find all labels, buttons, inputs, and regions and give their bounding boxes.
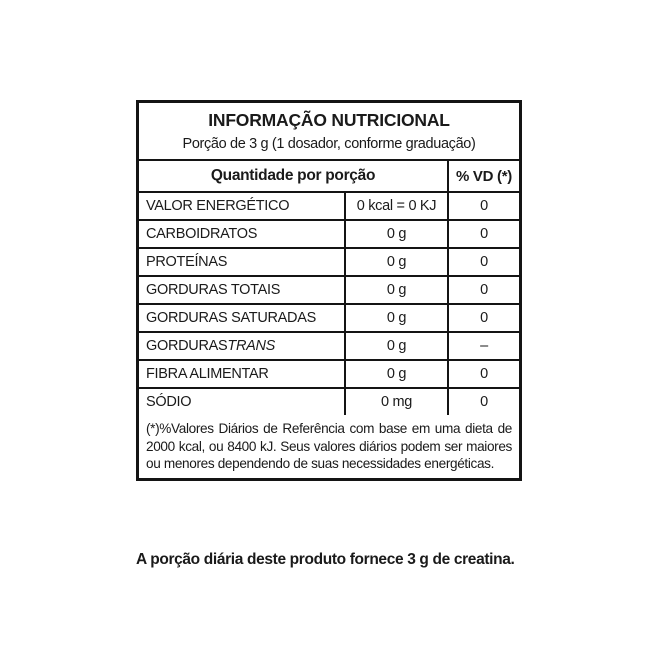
table-row xyxy=(139,333,519,361)
nutrient-daily-value: 0 xyxy=(447,305,519,331)
table-row xyxy=(139,193,519,221)
nutrient-amount: 0 g xyxy=(344,305,447,331)
nutrient-daily-value: 0 xyxy=(447,221,519,247)
nutrient-name: GORDURAS SATURADAS xyxy=(146,310,316,327)
column-header-daily-value: % VD (*) xyxy=(447,161,519,191)
creatine-statement: A porção diária deste produto fornece 3 g de creatina. xyxy=(136,551,515,568)
nutrient-amount: 0 g xyxy=(344,249,447,275)
table-row xyxy=(139,277,519,305)
nutrient-amount: 0 g xyxy=(344,361,447,387)
column-header-amount: Quantidade por porção xyxy=(210,167,376,185)
nutrition-label xyxy=(136,100,522,481)
nutrient-daily-value: 0 xyxy=(447,249,519,275)
nutrient-rows xyxy=(139,193,519,415)
nutrient-name: CARBOIDRATOS xyxy=(146,226,258,243)
table-row xyxy=(139,221,519,249)
nutrient-daily-value: 0 xyxy=(447,361,519,387)
nutrition-grid xyxy=(139,161,519,415)
nutrient-amount: 0 kcal = 0 KJ xyxy=(344,193,447,219)
nutrient-name: VALOR ENERGÉTICO xyxy=(146,198,290,215)
daily-value-footnote: (*)%Valores Diários de Referência com base em uma dieta de 2000 kcal, ou 8400 kJ. Seus valores diários podem ser maiores ou menores dependendo de suas necessidades energéticas. xyxy=(146,421,512,471)
table-row xyxy=(139,249,519,277)
nutrition-facts-table xyxy=(136,100,522,481)
serving-size-text: Porção de 3 g (1 dosador, conforme graduação) xyxy=(182,136,476,152)
label-title-block xyxy=(139,103,519,161)
nutrient-name: FIBRA ALIMENTAR xyxy=(146,366,269,383)
table-row xyxy=(139,389,519,415)
nutrient-daily-value: 0 xyxy=(447,193,519,219)
nutrient-name-italic: TRANS xyxy=(227,338,276,355)
nutrient-amount: 0 g xyxy=(344,221,447,247)
nutrient-name: PROTEÍNAS xyxy=(146,254,228,271)
nutrient-amount: 0 mg xyxy=(344,389,447,415)
nutrient-name: GORDURAS TOTAIS xyxy=(146,282,281,299)
nutrient-daily-value: 0 xyxy=(447,389,519,415)
nutrient-name: SÓDIO xyxy=(146,394,192,411)
table-header-row xyxy=(139,161,519,193)
table-row xyxy=(139,361,519,389)
label-title: INFORMAÇÃO NUTRICIONAL xyxy=(208,110,450,130)
nutrient-amount: 0 g xyxy=(344,277,447,303)
nutrient-name: GORDURAS TRANS xyxy=(146,338,276,355)
table-row xyxy=(139,305,519,333)
nutrient-amount: 0 g xyxy=(344,333,447,359)
nutrient-daily-value: – xyxy=(447,333,519,359)
nutrient-daily-value: 0 xyxy=(447,277,519,303)
